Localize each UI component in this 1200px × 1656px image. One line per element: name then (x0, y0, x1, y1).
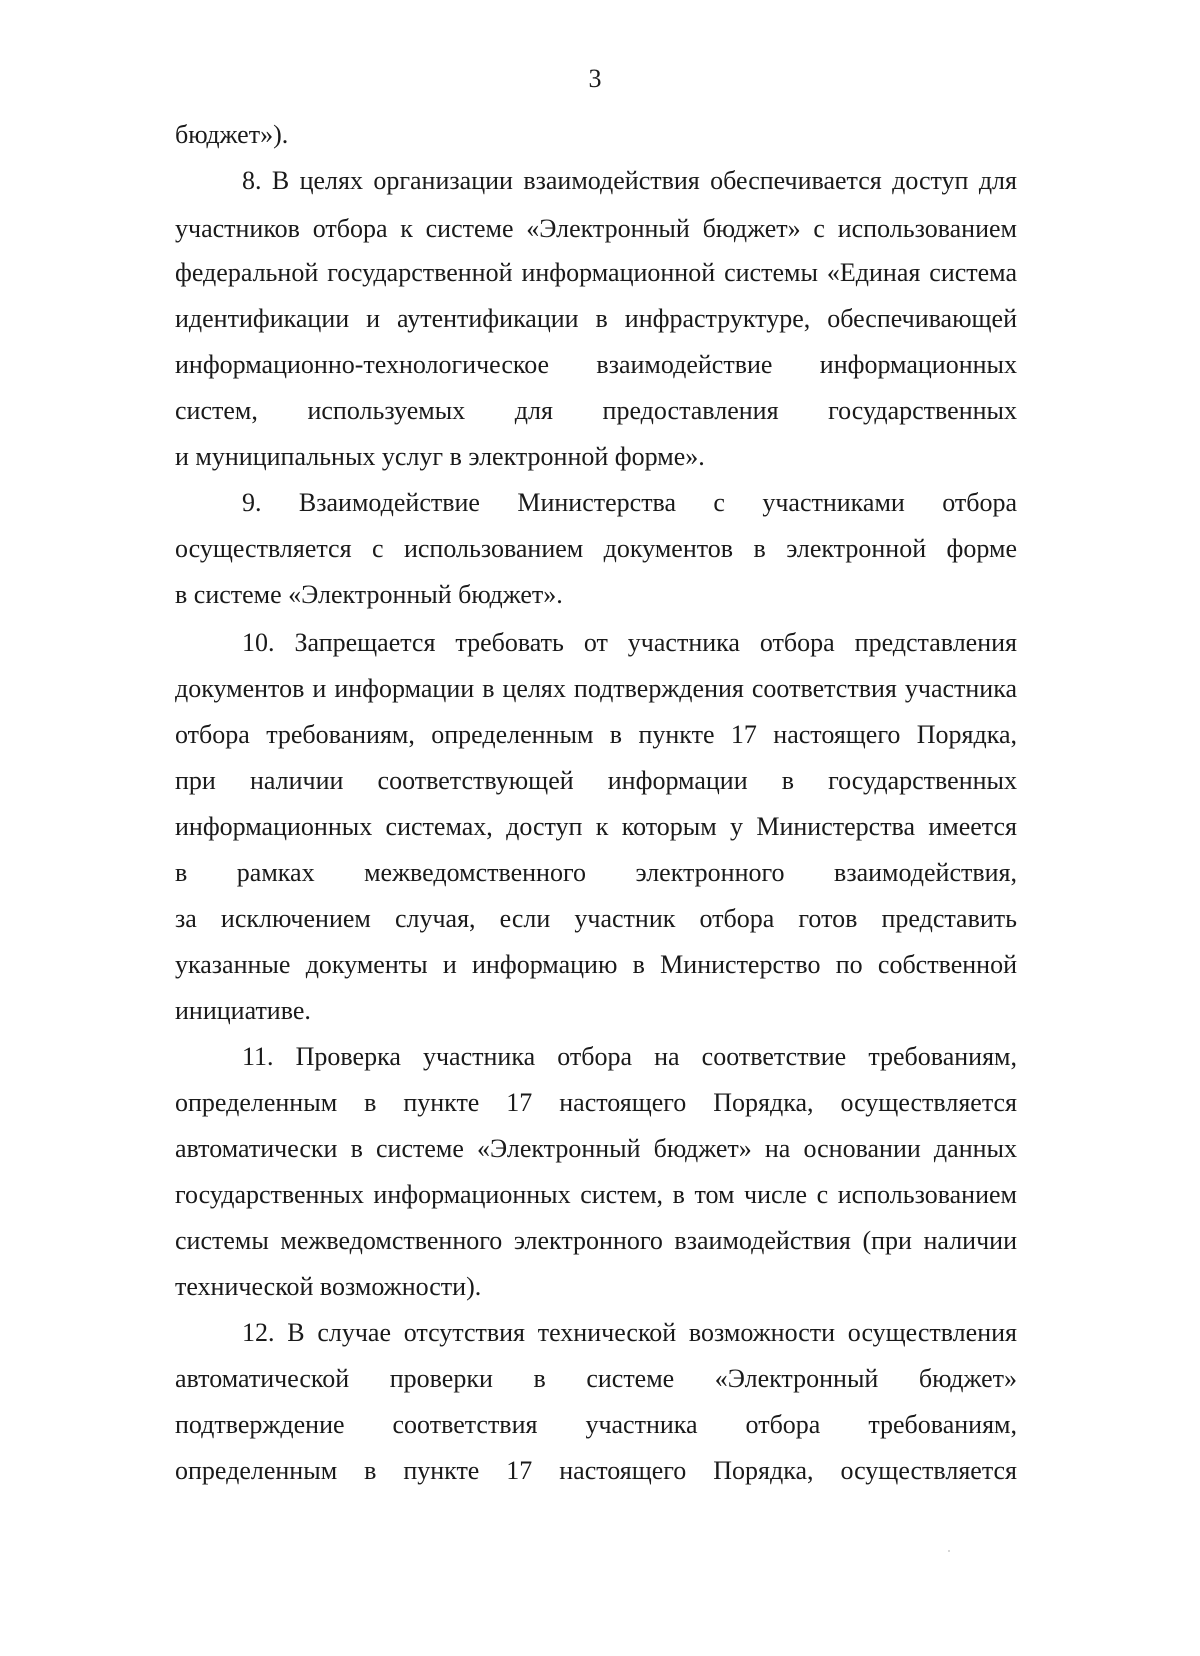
text-line: информационных системах, доступ к которым у Министерства имеется (175, 812, 1017, 841)
text-line-clause-10-start: 10. Запрещается требовать от участника отбора представления (242, 628, 1017, 657)
text-line: осуществляется с использованием документов в электронной форме (175, 534, 1017, 563)
text-line: автоматически в системе «Электронный бюджет» на основании данных (175, 1134, 1017, 1163)
text-line: определенным в пункте 17 настоящего Порядка, осуществляется (175, 1456, 1017, 1485)
text-line-clause-7-end: бюджет»). (175, 120, 289, 149)
text-line-clause-8-start: 8. В целях организации взаимодействия обеспечивается доступ для (242, 166, 1017, 195)
text-line: автоматической проверки в системе «Электронный бюджет» (175, 1364, 1017, 1393)
text-line: указанные документы и информацию в Министерство по собственной (175, 950, 1017, 979)
text-line: документов и информации в целях подтверждения соответствия участника (175, 674, 1017, 703)
text-line: федеральной государственной информационной системы «Единая система (175, 258, 1017, 287)
text-line: участников отбора к системе «Электронный бюджет» с использованием (175, 214, 1017, 243)
text-line: инициативе. (175, 996, 311, 1025)
text-line-clause-12-start: 12. В случае отсутствия технической возможности осуществления (242, 1318, 1017, 1347)
text-line: идентификации и аутентификации в инфраструктуре, обеспечивающей (175, 304, 1017, 333)
text-line: технической возможности). (175, 1272, 482, 1301)
scan-speck (948, 1550, 950, 1552)
text-line-clause-9-start: 9. Взаимодействие Министерства с участниками отбора (242, 488, 1017, 517)
text-line: государственных информационных систем, в том числе с использованием (175, 1180, 1017, 1209)
text-line: систем, используемых для предоставления государственных (175, 396, 1017, 425)
text-line: за исключением случая, если участник отбора готов представить (175, 904, 1017, 933)
text-line: системы межведомственного электронного взаимодействия (при наличии (175, 1226, 1017, 1255)
text-line: подтверждение соответствия участника отбора требованиям, (175, 1410, 1017, 1439)
page-number: 3 (588, 64, 602, 93)
text-line: в системе «Электронный бюджет». (175, 580, 563, 609)
text-line-clause-11-start: 11. Проверка участника отбора на соответствие требованиям, (242, 1042, 1017, 1071)
text-line: информационно-технологическое взаимодействие информационных (175, 350, 1017, 379)
text-line: при наличии соответствующей информации в государственных (175, 766, 1017, 795)
text-line: отбора требованиям, определенным в пункте 17 настоящего Порядка, (175, 720, 1017, 749)
text-line: определенным в пункте 17 настоящего Порядка, осуществляется (175, 1088, 1017, 1117)
text-line: в рамках межведомственного электронного взаимодействия, (175, 858, 1017, 887)
text-line: и муниципальных услуг в электронной форме». (175, 442, 705, 471)
